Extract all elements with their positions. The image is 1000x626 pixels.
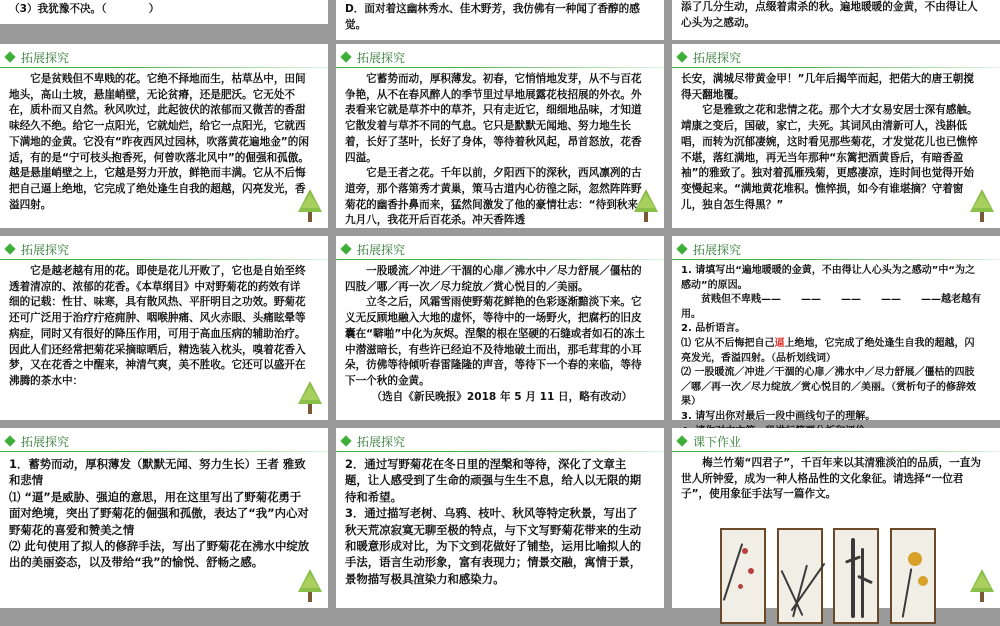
- diamond-bullet-icon: [340, 435, 351, 446]
- slide-11-text: 2．通过写野菊花在冬日里的涅槃和等待，深化了文章主题，让人感受到了生命的顽强与生生不息，给人以无限的期待和希望。 3．通过描写老树、乌鸦、枝叶、秋风等特定秋景，写出了秋天荒凉寂寞无聊至极的特点，与下文写野菊花带来的生动和暖意形成对比，为下文到花做好了铺垫，运用比喻拟人的手法，语言生动形象，富有表现力；情景交融，寓情于景，景物描写极具渲染力和感染力。: [345, 457, 642, 586]
- question-text-part2: 上绝地，它完成了绝处逢生自我的超越，闪亮发光，香溢四射。（品析划线词） ⑵ 一股暖流／冲进／干涸的心扉／沸水中／尽力舒展／僵枯的四肢／哪／再一次／尽力绽放／赏心悦目的／美丽。（赏析句子的修辞效果） 3. 请写出你对最后一段中画线句子的理解。: [681, 337, 976, 422]
- slide-11: [336, 428, 664, 608]
- slide-7: [0, 236, 328, 420]
- slide-10: [0, 428, 328, 608]
- slide-8: [336, 236, 664, 420]
- section-header: [0, 432, 69, 450]
- diamond-bullet-icon: [4, 243, 15, 254]
- section-header: [336, 48, 405, 66]
- tree-icon: [968, 188, 996, 224]
- slide-10-text: 1．蓄势而动，厚积薄发（默默无闻、努力生长）王者 雅致和悲情 ⑴ “逼”是威胁、强迫的意思，用在这里写出了野菊花勇于面对绝境，突出了野菊花的倔强和孤傲，表达了“我”内心对野菊花的喜爱和赞美之情 ⑵ 此句使用了拟人的修辞手法，写出了野菊花在沸水中绽放出的美丽姿态，以及带给“我”的愉悦、舒畅之感。: [9, 457, 310, 570]
- slide-6: [672, 44, 1000, 228]
- section-title: 拓展探究: [693, 242, 742, 257]
- diamond-bullet-icon: [340, 243, 351, 254]
- slide-5: [336, 44, 664, 228]
- section-header: [0, 240, 69, 258]
- header-divider: [672, 259, 1000, 260]
- plum-scroll: [720, 528, 766, 624]
- bamboo-scroll: [833, 528, 879, 624]
- header-divider: [0, 259, 328, 260]
- tree-icon: [296, 380, 324, 416]
- header-divider: [672, 67, 1000, 68]
- section-header: [672, 432, 741, 450]
- slide-12-text: 梅兰竹菊“四君子”，千百年来以其清雅淡泊的品质，一直为世人所钟爱，成为一种人格品性的文化象征。请选择“一位君子”，使用象征手法写一篇作文。: [681, 457, 981, 501]
- section-title: 拓展探究: [21, 50, 70, 65]
- tree-icon: [296, 568, 324, 604]
- section-header: [672, 240, 741, 258]
- diamond-bullet-icon: [676, 51, 687, 62]
- slide-5-text: 它蓄势而动，厚积薄发。初春，它悄悄地发芽，从不与百花争艳，从不在春风醉人的季节里过早地展露花枝招展的外衣。外表看来它就是草芥中的草芥，只有走近它，细细地品味，才知道它散发着与草芥不同的气息。它只是默默无闻地、努力地生长着，长好了茎叶，长好了身体，等待着秋风起，昂首怒放，花香四溢。 它是王者之花。千年以前，夕阳西下的深秋，西风凛冽的古道旁，那个落第秀才黄巢，策马古道内心彷徨之际，忽然阵阵野菊花的幽香扑鼻而来，猛然间激发了他的豪情壮志：“待到秋来九月八，我花开后百花杀。冲天香阵透: [345, 73, 642, 227]
- slide-2-text: D．面对着这幽林秀水、佳木野芳，我仿佛有一种闻了香醇的感觉。: [345, 3, 640, 31]
- slide-9: [672, 236, 1000, 420]
- highlighted-word: 逼: [774, 337, 785, 349]
- section-title: 拓展探究: [21, 434, 70, 449]
- tree-icon: [632, 188, 660, 224]
- slide-7-text: 它是越老越有用的花。即使是花儿开败了，它也是自始至终透着清凉的、浓郁的花香。《本草纲目》中对野菊花的药效有详细的记载：性甘、味寒，具有散风热、平肝明目之功效。野菊花还可广泛用于治疗疔疮痈肿、咽喉肿痛、风火赤眼、头痛眩晕等病症，同时又有很好的降压作用，可用于高血压病的辅助治疗。因此人们还经常把菊花采摘晾晒后，精选装入枕头，嗅着花香入梦，又在花香之中醒来，神清气爽，美不胜收。它还可以盛开在沸腾的茶水中：: [9, 265, 306, 387]
- slide-8-text: 一股暖流／冲进／干涸的心扉／沸水中／尽力舒展／僵枯的四肢／哪／再一次／尽力绽放／赏心悦目的／美丽。 立冬之后，风霜雪雨使野菊花鲜艳的色彩逐渐黯淡下来。它义无反顾地融入大地的虚怀，等待中的一场野火，把腐朽的旧皮囊在“噼啪”中化为灰烬。涅槃的根在坚硬的石缝或者如石的冻土中潜滋暗长，有些许已经迫不及待地破土而出，那毛茸茸的小耳朵，彷佛等待倾听春雷隆隆的声音，等待下一个春的来临，等待下一个秋的金黄。 （选自《新民晚报》2018 年 5 月 11 日，略有改动）: [345, 265, 645, 403]
- chrysanthemum-scroll: [890, 528, 936, 624]
- diamond-bullet-icon: [340, 51, 351, 62]
- homework-title: 课下作业: [693, 434, 742, 449]
- question-text-part1: 1. 请填写出“遍地暖暖的金黄，不由得让人心头为之感动”中“为之感动”的原因。 贫贱但不卑贱—— —— —— —— ——越老越有用。 2. 品析语言。 ⑴ 它从不后悔把自己: [681, 265, 981, 349]
- slide-4-text: 它是贫贱但不卑贱的花。它绝不择地而生，枯草丛中，田间地头，高山土坡，悬崖峭壁，无论贫瘠，还是肥沃。它无处不在，质朴而又自然。秋风吹过，此起彼伏的浓郁而又微苦的香甜味经久不绝。给它一点阳光，它就灿烂，给它一点阳光，它就西下满地的金黄。它没有“昨夜西风过园林，吹落黄花遍地金”的闲适，有的是“宁可枝头抱香死，何曾吹落北风中”的倔强和孤傲。越是悬崖峭壁之上，它越是努力开放，鲜艳而丰满。它从不后悔把自己逼上绝地，它完成了绝处逢生自我的超越，闪亮发光，香溢四射。: [9, 73, 309, 211]
- slide-2: [336, 0, 664, 40]
- tree-icon: [968, 568, 996, 604]
- header-divider: [336, 259, 664, 260]
- slide-3-text: 添了几分生动，点缀着肃杀的秋。遍地暖暖的金黄，不由得让人心头为之感动。: [681, 1, 978, 29]
- section-title: 拓展探究: [357, 434, 406, 449]
- section-header: [336, 240, 405, 258]
- slide-12: [672, 428, 1000, 608]
- section-title: 拓展探究: [357, 50, 406, 65]
- section-header: [0, 48, 69, 66]
- diamond-bullet-icon: [676, 435, 687, 446]
- slide-6-text: 长安，满城尽带黄金甲！”几年后揭竿而起，把偌大的唐王朝搅得天翻地覆。 它是雅致之花和悲情之花。那个大才女易安居士深有感触。靖康之变后，国破，家亡，夫死。其词风由清新可人，浅斟低唱，而转为沉郁凄婉，这时看见那些菊花，才发觉花儿也已憔悴不堪，落红满地，再无当年那种“东篱把酒黄昏后，有暗香盈袖”的雅致了。独对着孤雁残菊，更感凄凉，连时间也觉得开始变慢起来。“满地黄花堆积。憔悴损，如今有谁堪摘？守着窗儿，独自怎生得黑？”: [681, 73, 978, 211]
- diamond-bullet-icon: [4, 51, 15, 62]
- section-title: 拓展探究: [693, 50, 742, 65]
- header-divider: [336, 451, 664, 452]
- four-gentlemen-scrolls-image: [720, 528, 936, 626]
- header-divider: [672, 451, 1000, 452]
- diamond-bullet-icon: [676, 243, 687, 254]
- slide-1: [0, 0, 328, 24]
- diamond-bullet-icon: [4, 435, 15, 446]
- header-divider: [336, 67, 664, 68]
- section-title: 拓展探究: [21, 242, 70, 257]
- slide-3: [672, 0, 1000, 40]
- section-header: [672, 48, 741, 66]
- slide-9-text: [681, 264, 982, 439]
- section-header: [336, 432, 405, 450]
- section-title: 拓展探究: [357, 242, 406, 257]
- slide-4: [0, 44, 328, 228]
- header-divider: [0, 67, 328, 68]
- orchid-scroll: [777, 528, 823, 624]
- tree-icon: [296, 188, 324, 224]
- slide-1-text: （3）我犹豫不决。（ ）: [9, 3, 160, 15]
- header-divider: [0, 451, 328, 452]
